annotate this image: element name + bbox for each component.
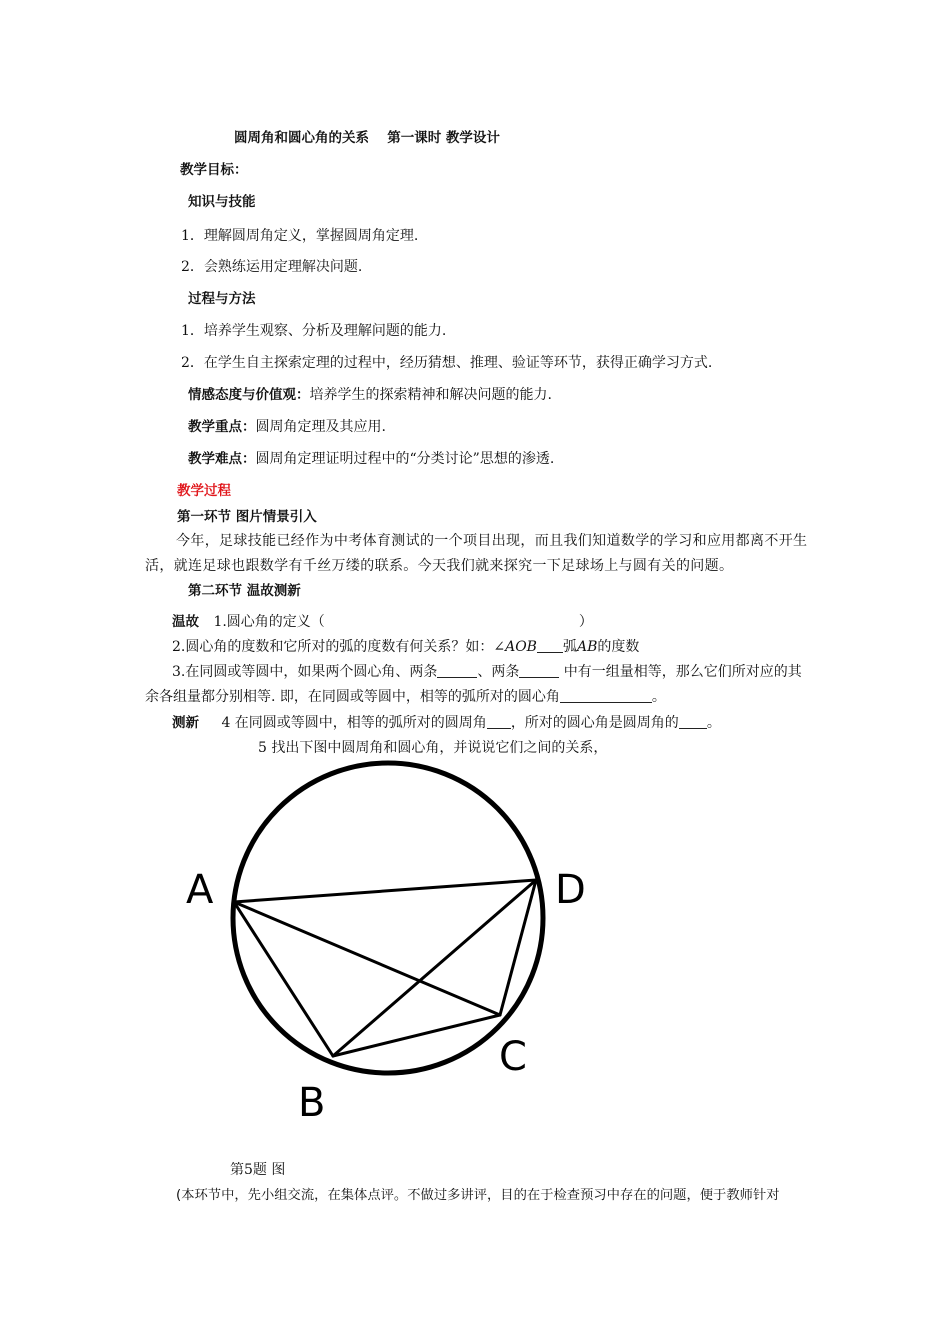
difficulty-text: 圆周角定理证明过程中的“分类讨论”思想的渗透. [255,451,555,467]
point-label-c: C [499,1034,527,1080]
chord-AD [234,880,536,902]
objectives-heading: 教学目标： [180,162,248,178]
test-label: 测新 [172,715,199,731]
knowledge-heading: 知识与技能 [188,194,256,210]
process-item-2: 2．在学生自主探索定理的过程中，经历猜想、推理、验证等环节，获得正确学习方式. [181,355,713,371]
page-title: 圆周角和圆心角的关系 第一课时 教学设计 [234,130,500,146]
review-q3-line-2: 余各组量都分别相等. 即，在同圆或等圆中，相等的弧所对的圆心角 。 [145,689,666,705]
test-q5: 5 找出下图中圆周角和圆心角，并说说它们之间的关系， [258,740,608,756]
q1-text: 1.圆心角的定义（ [213,614,325,630]
section2-title: 第二环节 温故测新 [188,583,301,599]
review-q3-line-1: 3.在同圆或等圆中，如果两个圆心角、两条 、两条 中有一组量相等，那么它们所对应的其 [172,664,802,680]
process-title: 教学过程 [177,483,231,499]
section1-para-line-2: 活，就连足球也跟数学有千丝万缕的联系。今天我们就来探究一下足球场上与圆有关的问题。 [145,558,734,574]
knowledge-item-2: 2．会熟练运用定理解决问题. [181,259,363,275]
point-label-d: D [555,867,586,913]
review-q2: 2.圆心角的度数和它所对的弧的度数有何关系？如：∠AOB 弧AB的度数 [172,639,640,655]
emotion-label: 情感态度与价值观： [188,387,310,403]
process-heading: 过程与方法 [188,291,256,307]
process-item-1: 1．培养学生观察、分析及理解问题的能力. [181,323,447,339]
chord-CD [500,880,536,1015]
point-label-b: B [298,1080,326,1126]
circle-outline [233,763,543,1073]
test-q4: 测新 4 在同圆或等圆中，相等的弧所对的圆周角 ，所对的圆心角是圆周角的 。 [172,715,721,731]
knowledge-item-1: 1．理解圆周角定义，掌握圆周角定理. [181,228,419,244]
review-label: 温故 [172,614,199,630]
section1-para-line-1: 今年，足球技能已经作为中考体育测试的一个项目出现，而且我们知道数学的学习和应用都离不开生 [176,533,808,549]
q1-close: ） [578,614,593,630]
section1-title: 第一环节 图片情景引入 [177,509,317,525]
footer-note: (本环节中，先小组交流，在集体点评。不做过多讲评，目的在于检查预习中存在的问题，便于教师针对 [176,1188,780,1203]
figure-caption: 第5题 图 [230,1162,286,1178]
key-point-label: 教学重点： [188,419,256,435]
emotion-text: 培养学生的探索精神和解决问题的能力. [309,387,552,403]
chord-AC [234,902,500,1015]
key-point-text: 圆周角定理及其应用. [255,419,386,435]
difficulty-label: 教学难点： [188,451,256,467]
point-label-a: A [186,867,214,913]
